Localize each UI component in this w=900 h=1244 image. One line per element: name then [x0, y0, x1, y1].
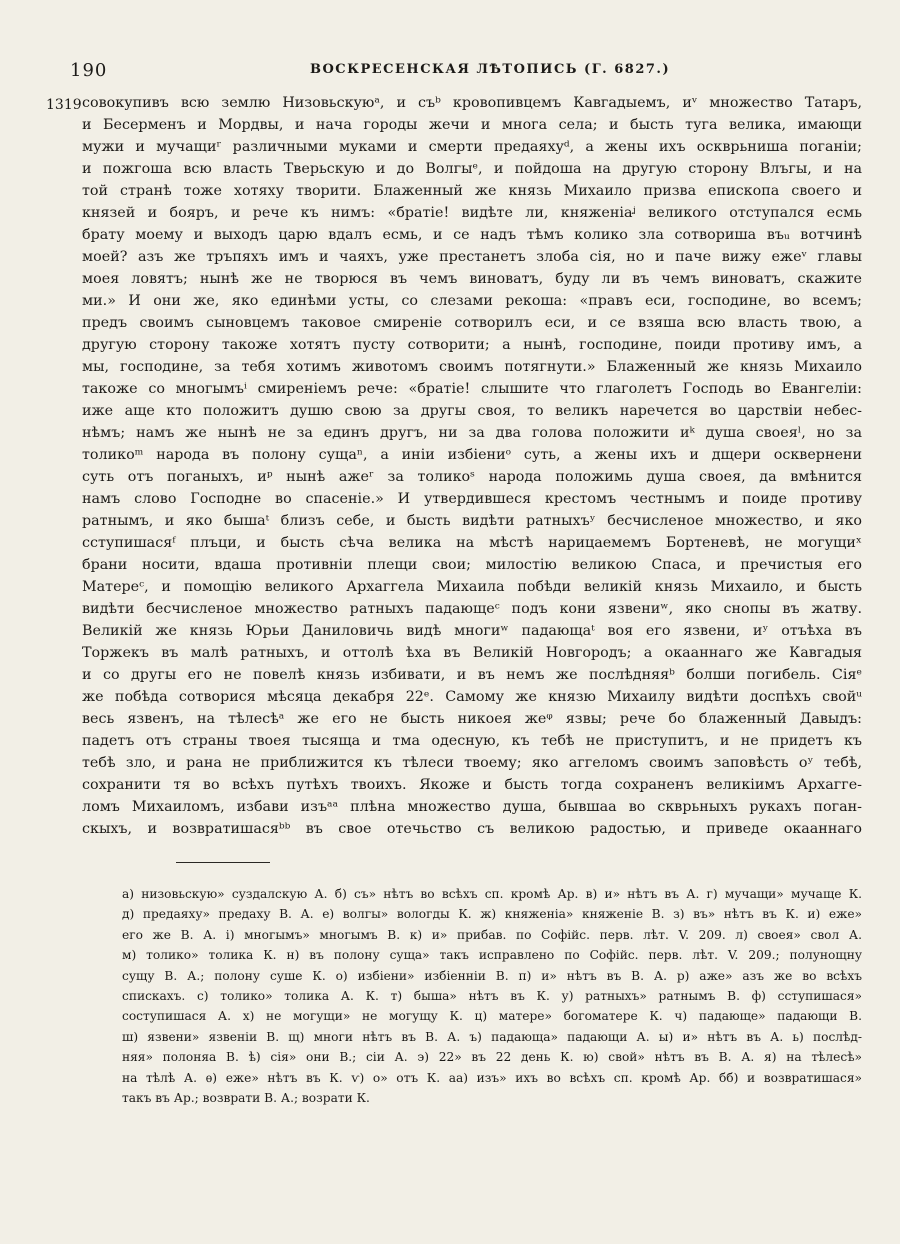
text-line: и пожгоша всю власть Тверьскую и до Волгыᵉ, и пойдоша на другую сторону Влъгы, и на — [82, 161, 862, 177]
page-header — [70, 60, 860, 82]
text-line: моея ловятъ; нынѣ же не творюся въ чемъ виноватъ, буду ли въ чемъ виноватъ, скажите — [82, 271, 862, 287]
footnote-line: а) низовьскую» суздалскую А. б) съ» нѣтъ во всѣхъ сп. кромѣ Ар. в) и» нѣтъ въ А. г) мучащи» мучаще К. — [122, 887, 862, 901]
footnote-line: соступишася А. х) не могущи» не могущу К. ц) матере» богоматере К. ч) падающе» падающи В. — [122, 1009, 862, 1024]
footnotes — [122, 884, 862, 1108]
footnote-separator — [176, 862, 270, 863]
text-line: Торжекъ въ малѣ ратныхъ, и оттолѣ ѣха въ Великій Новгородъ; а окааннаго же Кавгадыя — [82, 645, 862, 661]
text-line: нѣмъ; намъ же нынѣ не за единъ другъ, ни за два голова положити иᵏ душа своеяˡ, но за — [82, 425, 862, 441]
text-line: ратнымъ, и яко бышаᵗ близъ себе, и бысть видѣти ратныхъʸ бесчисленое множество, и яко — [82, 513, 862, 529]
footnote-line: м) толико» толика К. н) въ полону суща» такъ исправлено по Софійс. перв. лѣт. V. 209.; полунощну — [122, 948, 862, 963]
text-line: и Бесерменъ и Мордвы, и нача городы жечи и многа села; и бысть туга велика, имающи — [82, 117, 862, 133]
footnote-line: д) предаяху» предаху В. А. е) волгы» вологды К. ж) княженіа» княженіе В. з) въ» нѣтъ въ К. и) еже» — [122, 907, 862, 922]
footnote-line: такъ въ Ар.; возврати В. А.; возрати К. — [122, 1090, 370, 1105]
text-line: намъ слово Господне во спасеніе.» И утвердившеся крестомъ честнымъ и поиде противу — [82, 491, 862, 507]
text-line: мы, господине, за тебя хотимъ животомъ своимъ потягнути.» Блаженный же князь Михаило — [82, 359, 862, 375]
margin-year: 1319 — [46, 97, 82, 113]
text-line: сохранити тя во всѣхъ путѣхъ твоихъ. Якоже и бысть тогда сохраненъ великіимъ Архагге- — [82, 777, 862, 793]
text-line: моей? азъ же тръпяхъ имъ и чаяхъ, уже престанетъ злоба сія, но и паче вижу ежеᵛ главы — [82, 249, 862, 265]
text-line: же побѣда сотворися мѣсяца декабря 22ᵉ. Самому же князю Михаилу видѣти доспѣхъ свойᵘ — [82, 689, 862, 705]
footnote-line: няя» полоняа В. ѣ) сія» они В.; сіи А. э) 22» въ 22 день К. ю) свой» нѣтъ въ В. А. я) на тѣлесѣ» — [122, 1050, 862, 1065]
text-line: предъ своимъ сыновцемъ таковое смиреніе сотворилъ еси, и се взяша всю власть твою, а — [82, 315, 862, 331]
text-line: скыхъ, и возвратишасяᵇᵇ въ свое отечьство съ великою радостью, и приведе окааннаго — [82, 821, 862, 837]
text-line: такоже со многымъⁱ смиреніемъ рече: «братіе! слышите что глаголетъ Господь во Евангеліи: — [82, 381, 862, 397]
text-line: толикоᵐ народа въ полону сущаⁿ, а иніи избіениᵒ суть, а жены ихъ и дщери осквернени — [82, 447, 862, 463]
text-line: весь язвенъ, на тѣлесѣᵃ же его не бысть никоея жеᵠ язвы; рече бо блаженный Давыдъ: — [82, 711, 862, 727]
text-line: тебѣ зло, и рана не приближится къ тѣлеси твоему; яко аггеломъ своимъ заповѣсть оʸ тебѣ, — [82, 755, 862, 771]
text-line: совокупивъ всю землю Низовьскуюᵃ, и съᵇ кровопивцемъ Кавгадыемъ, иᵛ множество Татаръ, — [82, 95, 862, 111]
text-line: другую сторону такоже хотятъ пусту сотворити; а нынѣ, господине, поиди противу имъ, а — [82, 337, 862, 353]
text-line: видѣти бесчисленое множество ратныхъ падающеᶜ подъ кони язвениʷ, яко снопы въ жатву. — [82, 601, 862, 617]
text-line: суть отъ поганыхъ, иᵖ нынѣ ажеʳ за толикоˢ народа положимь душа своея, да вмѣнится — [82, 469, 862, 485]
main-text — [82, 92, 862, 840]
footnote-line: сущу В. А.; полону суше К. о) избіени» избіенніи В. п) и» нѣтъ въ В. А. р) аже» азъ же во всѣхъ — [122, 968, 862, 983]
text-line: той странѣ тоже хотяху творити. Блаженный же князь Михаило призва епископа своего и — [82, 183, 862, 199]
text-line: Великій же князь Юрьи Даниловичь видѣ многиʷ падающаᵗ воя его язвени, иʸ отъѣха въ — [82, 623, 862, 639]
text-line: брату моему и выходъ царю вдалъ есмь, и се надъ тѣмъ колико зла сотвориша въᵤ вотчинѣ — [82, 227, 862, 243]
text-line: и со другы его не повелѣ князь избивати, и въ немъ же послѣдняяᵇ болши погибель. Сіяᵉ — [82, 667, 862, 683]
text-line: ломъ Михаиломъ, избави изъᵃᵃ плѣна множество душа, бывшаа во скврьныхъ рукахъ поган- — [82, 799, 862, 815]
footnote-line: спискахъ. с) толико» толика А. К. т) быша» нѣтъ въ К. у) ратныхъ» ратнымъ В. ф) сступишася» — [122, 988, 862, 1003]
text-line: Матереᶜ, и помощію великого Архаггела Михаила побѣди великій князь Михаило, и бысть — [82, 579, 862, 595]
footnote-line: его же В. А. і) многымъ» многымъ В. к) и» прибав. по Софійс. перв. лѣт. V. 209. л) своея» свол А. — [122, 927, 862, 942]
running-title: ВОСКРЕСЕНСКАЯ ЛѢТОПИСЬ (Г. 6827.) — [310, 62, 671, 77]
text-line: ми.» И они же, яко единѣми усты, со слезами рекоша: «правъ еси, господине, во всемъ; — [82, 293, 862, 309]
footnote-line: на тѣлѣ А. ѳ) еже» нѣтъ въ К. ѵ) о» отъ К. аа) изъ» ихъ во всѣхъ сп. кромѣ Ар. бб) и возвратишася» — [122, 1070, 862, 1085]
text-line: падетъ отъ страны твоея тысяща и тма одесную, къ тебѣ не приступитъ, и не придетъ къ — [82, 733, 862, 749]
text-line: мужи и мучащиʳ различными муками и смерти предаяхуᵈ, а жены ихъ оскврьниша поганіи; — [82, 139, 862, 155]
text-line: иже аще кто положитъ душю свою за другы своя, то великъ наречется во царствіи небес- — [82, 403, 862, 419]
text-line: брани носити, вдаша противніи плещи свои; милостію великою Спаса, и пречистыя его — [82, 557, 862, 573]
text-line: сступишасяᶠ плъци, и бысть сѣча велика на мѣстѣ нарицаемемъ Бортеневѣ, не могущиˣ — [82, 535, 862, 551]
page-number: 190 — [70, 60, 108, 81]
text-line: князей и бояръ, и рече къ нимъ: «братіе! видѣте ли, княженіаᶨ великого отступался есмь — [82, 205, 862, 221]
footnote-line: ш) язвени» язвеніи В. щ) многи нѣтъ въ В. А. ъ) падающа» падающи А. ы) и» нѣтъ въ А. ь) послѣд- — [122, 1029, 862, 1044]
